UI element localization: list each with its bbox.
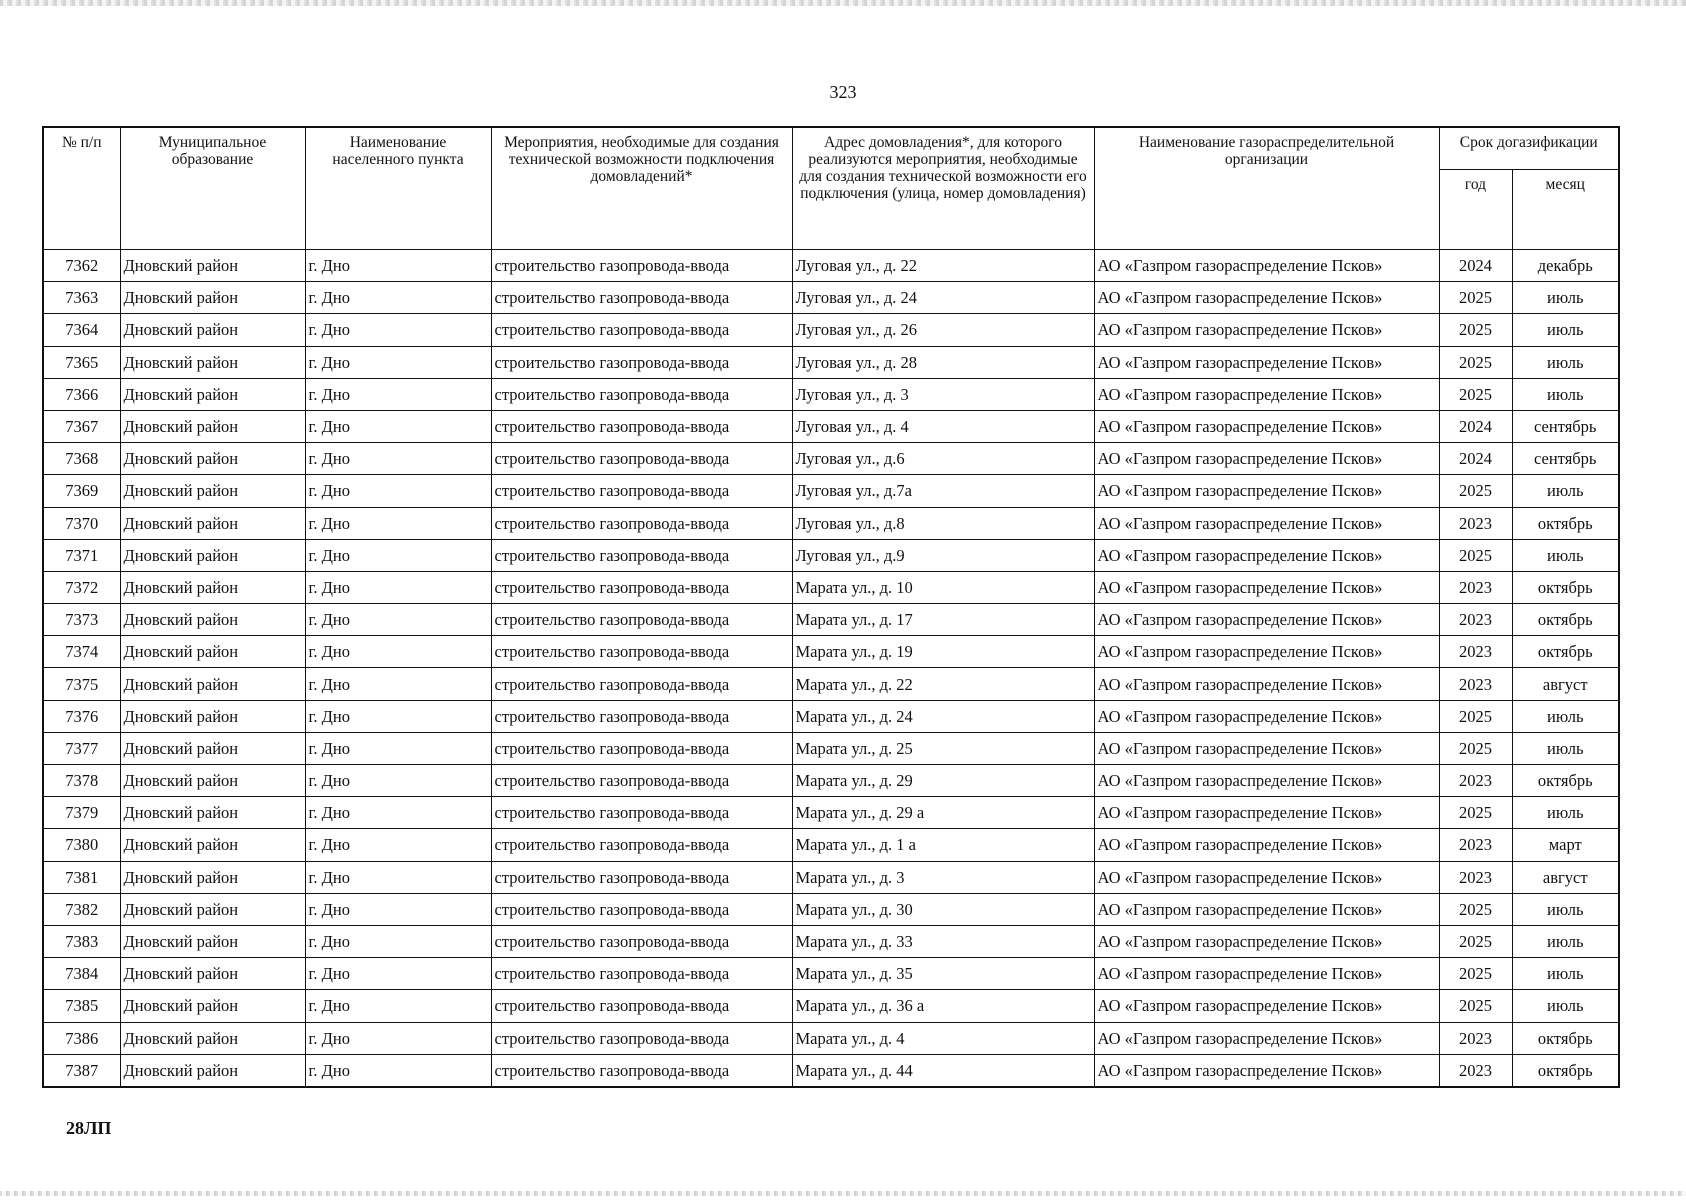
cell-locality: г. Дно xyxy=(305,250,491,282)
cell-organization: АО «Газпром газораспределение Псков» xyxy=(1094,250,1439,282)
cell-num: 7365 xyxy=(43,346,120,378)
cell-month: июль xyxy=(1512,925,1619,957)
cell-organization: АО «Газпром газораспределение Псков» xyxy=(1094,668,1439,700)
cell-address: Марата ул., д. 25 xyxy=(792,732,1094,764)
cell-month: сентябрь xyxy=(1512,443,1619,475)
table-row xyxy=(43,443,1619,475)
cell-num: 7378 xyxy=(43,765,120,797)
cell-num: 7370 xyxy=(43,507,120,539)
table-row xyxy=(43,378,1619,410)
cell-locality: г. Дно xyxy=(305,443,491,475)
cell-measure: строительство газопровода-ввода xyxy=(491,507,792,539)
cell-num: 7372 xyxy=(43,571,120,603)
cell-organization: АО «Газпром газораспределение Псков» xyxy=(1094,1054,1439,1087)
cell-municipality: Дновский район xyxy=(120,346,305,378)
cell-month: июль xyxy=(1512,378,1619,410)
cell-measure: строительство газопровода-ввода xyxy=(491,1054,792,1087)
cell-measure: строительство газопровода-ввода xyxy=(491,797,792,829)
table-row xyxy=(43,410,1619,442)
table-row xyxy=(43,958,1619,990)
table-row xyxy=(43,1022,1619,1054)
table-row xyxy=(43,732,1619,764)
cell-measure: строительство газопровода-ввода xyxy=(491,861,792,893)
cell-municipality: Дновский район xyxy=(120,925,305,957)
cell-measure: строительство газопровода-ввода xyxy=(491,893,792,925)
cell-organization: АО «Газпром газораспределение Псков» xyxy=(1094,861,1439,893)
cell-num: 7381 xyxy=(43,861,120,893)
cell-organization: АО «Газпром газораспределение Псков» xyxy=(1094,958,1439,990)
cell-municipality: Дновский район xyxy=(120,539,305,571)
cell-year: 2025 xyxy=(1439,539,1512,571)
cell-municipality: Дновский район xyxy=(120,410,305,442)
cell-month: август xyxy=(1512,861,1619,893)
cell-locality: г. Дно xyxy=(305,539,491,571)
cell-address: Луговая ул., д. 28 xyxy=(792,346,1094,378)
table-row xyxy=(43,1054,1619,1087)
cell-measure: строительство газопровода-ввода xyxy=(491,410,792,442)
cell-year: 2024 xyxy=(1439,250,1512,282)
table-row xyxy=(43,314,1619,346)
cell-month: июль xyxy=(1512,797,1619,829)
cell-organization: АО «Газпром газораспределение Псков» xyxy=(1094,346,1439,378)
header-term: Срок догазификации xyxy=(1439,127,1619,170)
cell-year: 2025 xyxy=(1439,732,1512,764)
cell-year: 2023 xyxy=(1439,1022,1512,1054)
cell-address: Марата ул., д. 35 xyxy=(792,958,1094,990)
cell-organization: АО «Газпром газораспределение Псков» xyxy=(1094,732,1439,764)
sheet-code: 28ЛП xyxy=(66,1118,112,1138)
cell-address: Луговая ул., д.9 xyxy=(792,539,1094,571)
table-row xyxy=(43,636,1619,668)
cell-address: Марата ул., д. 36 а xyxy=(792,990,1094,1022)
cell-num: 7366 xyxy=(43,378,120,410)
cell-year: 2025 xyxy=(1439,314,1512,346)
cell-month: июль xyxy=(1512,958,1619,990)
header-num: № п/п xyxy=(43,127,120,250)
cell-municipality: Дновский район xyxy=(120,765,305,797)
cell-municipality: Дновский район xyxy=(120,861,305,893)
cell-num: 7385 xyxy=(43,990,120,1022)
cell-num: 7374 xyxy=(43,636,120,668)
cell-address: Луговая ул., д. 26 xyxy=(792,314,1094,346)
cell-month: июль xyxy=(1512,475,1619,507)
cell-year: 2023 xyxy=(1439,571,1512,603)
cell-month: октябрь xyxy=(1512,1054,1619,1087)
cell-address: Луговая ул., д.8 xyxy=(792,507,1094,539)
header-row xyxy=(43,127,1619,170)
cell-measure: строительство газопровода-ввода xyxy=(491,765,792,797)
cell-num: 7383 xyxy=(43,925,120,957)
cell-month: август xyxy=(1512,668,1619,700)
table-row xyxy=(43,829,1619,861)
cell-year: 2025 xyxy=(1439,346,1512,378)
cell-num: 7362 xyxy=(43,250,120,282)
cell-address: Марата ул., д. 22 xyxy=(792,668,1094,700)
cell-municipality: Дновский район xyxy=(120,732,305,764)
cell-num: 7376 xyxy=(43,700,120,732)
cell-municipality: Дновский район xyxy=(120,604,305,636)
cell-address: Марата ул., д. 44 xyxy=(792,1054,1094,1087)
cell-locality: г. Дно xyxy=(305,925,491,957)
cell-municipality: Дновский район xyxy=(120,1022,305,1054)
table-row xyxy=(43,282,1619,314)
cell-year: 2025 xyxy=(1439,475,1512,507)
cell-year: 2023 xyxy=(1439,636,1512,668)
cell-municipality: Дновский район xyxy=(120,636,305,668)
cell-month: октябрь xyxy=(1512,765,1619,797)
cell-year: 2025 xyxy=(1439,282,1512,314)
cell-organization: АО «Газпром газораспределение Псков» xyxy=(1094,797,1439,829)
cell-num: 7363 xyxy=(43,282,120,314)
cell-municipality: Дновский район xyxy=(120,990,305,1022)
cell-municipality: Дновский район xyxy=(120,829,305,861)
table-row xyxy=(43,539,1619,571)
cell-locality: г. Дно xyxy=(305,990,491,1022)
table-row xyxy=(43,861,1619,893)
cell-locality: г. Дно xyxy=(305,958,491,990)
cell-month: сентябрь xyxy=(1512,410,1619,442)
cell-measure: строительство газопровода-ввода xyxy=(491,1022,792,1054)
cell-measure: строительство газопровода-ввода xyxy=(491,700,792,732)
cell-municipality: Дновский район xyxy=(120,314,305,346)
table-row xyxy=(43,925,1619,957)
header-locality: Наименование населенного пункта xyxy=(305,127,491,250)
cell-organization: АО «Газпром газораспределение Псков» xyxy=(1094,765,1439,797)
cell-municipality: Дновский район xyxy=(120,797,305,829)
cell-measure: строительство газопровода-ввода xyxy=(491,925,792,957)
cell-measure: строительство газопровода-ввода xyxy=(491,958,792,990)
cell-measure: строительство газопровода-ввода xyxy=(491,539,792,571)
cell-year: 2023 xyxy=(1439,765,1512,797)
cell-year: 2025 xyxy=(1439,700,1512,732)
cell-year: 2025 xyxy=(1439,893,1512,925)
cell-measure: строительство газопровода-ввода xyxy=(491,250,792,282)
cell-month: июль xyxy=(1512,893,1619,925)
cell-locality: г. Дно xyxy=(305,346,491,378)
cell-organization: АО «Газпром газораспределение Псков» xyxy=(1094,925,1439,957)
cell-locality: г. Дно xyxy=(305,893,491,925)
cell-num: 7368 xyxy=(43,443,120,475)
cell-month: июль xyxy=(1512,732,1619,764)
cell-measure: строительство газопровода-ввода xyxy=(491,378,792,410)
cell-address: Луговая ул., д.7а xyxy=(792,475,1094,507)
cell-locality: г. Дно xyxy=(305,829,491,861)
cell-measure: строительство газопровода-ввода xyxy=(491,990,792,1022)
cell-locality: г. Дно xyxy=(305,700,491,732)
cell-num: 7364 xyxy=(43,314,120,346)
cell-year: 2025 xyxy=(1439,958,1512,990)
cell-locality: г. Дно xyxy=(305,604,491,636)
cell-num: 7375 xyxy=(43,668,120,700)
cell-address: Марата ул., д. 30 xyxy=(792,893,1094,925)
table-row xyxy=(43,604,1619,636)
cell-organization: АО «Газпром газораспределение Псков» xyxy=(1094,475,1439,507)
cell-address: Луговая ул., д. 22 xyxy=(792,250,1094,282)
cell-locality: г. Дно xyxy=(305,765,491,797)
header-municipality: Муниципальное образование xyxy=(120,127,305,250)
page-number: 323 xyxy=(829,82,857,102)
cell-num: 7384 xyxy=(43,958,120,990)
cell-year: 2023 xyxy=(1439,829,1512,861)
cell-month: октябрь xyxy=(1512,604,1619,636)
cell-measure: строительство газопровода-ввода xyxy=(491,346,792,378)
cell-address: Луговая ул., д. 4 xyxy=(792,410,1094,442)
cell-year: 2025 xyxy=(1439,925,1512,957)
cell-locality: г. Дно xyxy=(305,861,491,893)
table-row xyxy=(43,765,1619,797)
cell-municipality: Дновский район xyxy=(120,700,305,732)
cell-year: 2023 xyxy=(1439,507,1512,539)
cell-organization: АО «Газпром газораспределение Псков» xyxy=(1094,829,1439,861)
cell-month: июль xyxy=(1512,700,1619,732)
cell-year: 2024 xyxy=(1439,443,1512,475)
cell-measure: строительство газопровода-ввода xyxy=(491,829,792,861)
cell-num: 7382 xyxy=(43,893,120,925)
table-row xyxy=(43,571,1619,603)
header-year: год xyxy=(1439,170,1512,250)
cell-locality: г. Дно xyxy=(305,797,491,829)
cell-organization: АО «Газпром газораспределение Псков» xyxy=(1094,539,1439,571)
cell-address: Марата ул., д. 29 а xyxy=(792,797,1094,829)
cell-measure: строительство газопровода-ввода xyxy=(491,668,792,700)
cell-num: 7380 xyxy=(43,829,120,861)
cell-address: Марата ул., д. 10 xyxy=(792,571,1094,603)
cell-organization: АО «Газпром газораспределение Псков» xyxy=(1094,571,1439,603)
cell-municipality: Дновский район xyxy=(120,282,305,314)
cell-municipality: Дновский район xyxy=(120,571,305,603)
cell-locality: г. Дно xyxy=(305,378,491,410)
cell-num: 7387 xyxy=(43,1054,120,1087)
cell-municipality: Дновский район xyxy=(120,1054,305,1087)
header-month: месяц xyxy=(1512,170,1619,250)
table-row xyxy=(43,797,1619,829)
cell-year: 2023 xyxy=(1439,604,1512,636)
cell-locality: г. Дно xyxy=(305,507,491,539)
table-row xyxy=(43,507,1619,539)
cell-address: Луговая ул., д. 3 xyxy=(792,378,1094,410)
cell-organization: АО «Газпром газораспределение Псков» xyxy=(1094,990,1439,1022)
cell-address: Луговая ул., д. 24 xyxy=(792,282,1094,314)
table-row xyxy=(43,346,1619,378)
cell-locality: г. Дно xyxy=(305,571,491,603)
cell-organization: АО «Газпром газораспределение Псков» xyxy=(1094,507,1439,539)
header-measures: Мероприятия, необходимые для создания технической возможности подключения домовладений* xyxy=(491,127,792,250)
cell-municipality: Дновский район xyxy=(120,668,305,700)
cell-address: Марата ул., д. 33 xyxy=(792,925,1094,957)
cell-measure: строительство газопровода-ввода xyxy=(491,282,792,314)
cell-municipality: Дновский район xyxy=(120,958,305,990)
cell-month: октябрь xyxy=(1512,1022,1619,1054)
cell-address: Марата ул., д. 19 xyxy=(792,636,1094,668)
cell-address: Марата ул., д. 1 а xyxy=(792,829,1094,861)
table-row xyxy=(43,250,1619,282)
table-row xyxy=(43,475,1619,507)
cell-organization: АО «Газпром газораспределение Псков» xyxy=(1094,314,1439,346)
cell-locality: г. Дно xyxy=(305,314,491,346)
cell-organization: АО «Газпром газораспределение Псков» xyxy=(1094,443,1439,475)
cell-organization: АО «Газпром газораспределение Псков» xyxy=(1094,893,1439,925)
cell-month: март xyxy=(1512,829,1619,861)
cell-measure: строительство газопровода-ввода xyxy=(491,636,792,668)
cell-month: декабрь xyxy=(1512,250,1619,282)
cell-year: 2023 xyxy=(1439,1054,1512,1087)
cell-num: 7371 xyxy=(43,539,120,571)
cell-locality: г. Дно xyxy=(305,1054,491,1087)
cell-address: Марата ул., д. 3 xyxy=(792,861,1094,893)
cell-month: октябрь xyxy=(1512,571,1619,603)
cell-measure: строительство газопровода-ввода xyxy=(491,732,792,764)
cell-locality: г. Дно xyxy=(305,1022,491,1054)
cell-month: октябрь xyxy=(1512,636,1619,668)
cell-organization: АО «Газпром газораспределение Псков» xyxy=(1094,636,1439,668)
cell-organization: АО «Газпром газораспределение Псков» xyxy=(1094,378,1439,410)
cell-measure: строительство газопровода-ввода xyxy=(491,604,792,636)
cell-locality: г. Дно xyxy=(305,636,491,668)
cell-address: Марата ул., д. 24 xyxy=(792,700,1094,732)
table-row xyxy=(43,990,1619,1022)
cell-municipality: Дновский район xyxy=(120,893,305,925)
cell-address: Марата ул., д. 17 xyxy=(792,604,1094,636)
cell-month: июль xyxy=(1512,990,1619,1022)
cell-month: июль xyxy=(1512,539,1619,571)
cell-year: 2023 xyxy=(1439,861,1512,893)
cell-municipality: Дновский район xyxy=(120,507,305,539)
cell-organization: АО «Газпром газораспределение Псков» xyxy=(1094,604,1439,636)
cell-organization: АО «Газпром газораспределение Псков» xyxy=(1094,700,1439,732)
table-row xyxy=(43,700,1619,732)
cell-month: июль xyxy=(1512,314,1619,346)
cell-num: 7369 xyxy=(43,475,120,507)
cell-organization: АО «Газпром газораспределение Псков» xyxy=(1094,282,1439,314)
cell-year: 2025 xyxy=(1439,990,1512,1022)
cell-num: 7367 xyxy=(43,410,120,442)
cell-locality: г. Дно xyxy=(305,410,491,442)
gasification-table xyxy=(42,126,1620,1088)
cell-address: Марата ул., д. 29 xyxy=(792,765,1094,797)
cell-measure: строительство газопровода-ввода xyxy=(491,443,792,475)
cell-year: 2025 xyxy=(1439,378,1512,410)
cell-address: Марата ул., д. 4 xyxy=(792,1022,1094,1054)
header-address: Адрес домовладения*, для которого реализуются мероприятия, необходимые для создания технической возможности его подключения (улица, номер домовладения) xyxy=(792,127,1094,250)
cell-measure: строительство газопровода-ввода xyxy=(491,571,792,603)
cell-locality: г. Дно xyxy=(305,668,491,700)
cell-municipality: Дновский район xyxy=(120,443,305,475)
cell-num: 7379 xyxy=(43,797,120,829)
cell-organization: АО «Газпром газораспределение Псков» xyxy=(1094,410,1439,442)
header-organization: Наименование газораспределительной организации xyxy=(1094,127,1439,250)
cell-locality: г. Дно xyxy=(305,732,491,764)
cell-year: 2023 xyxy=(1439,668,1512,700)
cell-num: 7377 xyxy=(43,732,120,764)
cell-municipality: Дновский район xyxy=(120,475,305,507)
table-body xyxy=(43,250,1619,1087)
table-row xyxy=(43,893,1619,925)
cell-organization: АО «Газпром газораспределение Псков» xyxy=(1094,1022,1439,1054)
table-row xyxy=(43,668,1619,700)
cell-month: октябрь xyxy=(1512,507,1619,539)
cell-num: 7386 xyxy=(43,1022,120,1054)
cell-month: июль xyxy=(1512,346,1619,378)
cell-month: июль xyxy=(1512,282,1619,314)
cell-municipality: Дновский район xyxy=(120,250,305,282)
cell-num: 7373 xyxy=(43,604,120,636)
cell-measure: строительство газопровода-ввода xyxy=(491,475,792,507)
scan-edge-bottom xyxy=(0,1191,1686,1196)
scan-edge-top xyxy=(0,0,1686,6)
cell-locality: г. Дно xyxy=(305,282,491,314)
cell-address: Луговая ул., д.6 xyxy=(792,443,1094,475)
cell-measure: строительство газопровода-ввода xyxy=(491,314,792,346)
cell-year: 2024 xyxy=(1439,410,1512,442)
cell-municipality: Дновский район xyxy=(120,378,305,410)
cell-year: 2025 xyxy=(1439,797,1512,829)
cell-locality: г. Дно xyxy=(305,475,491,507)
